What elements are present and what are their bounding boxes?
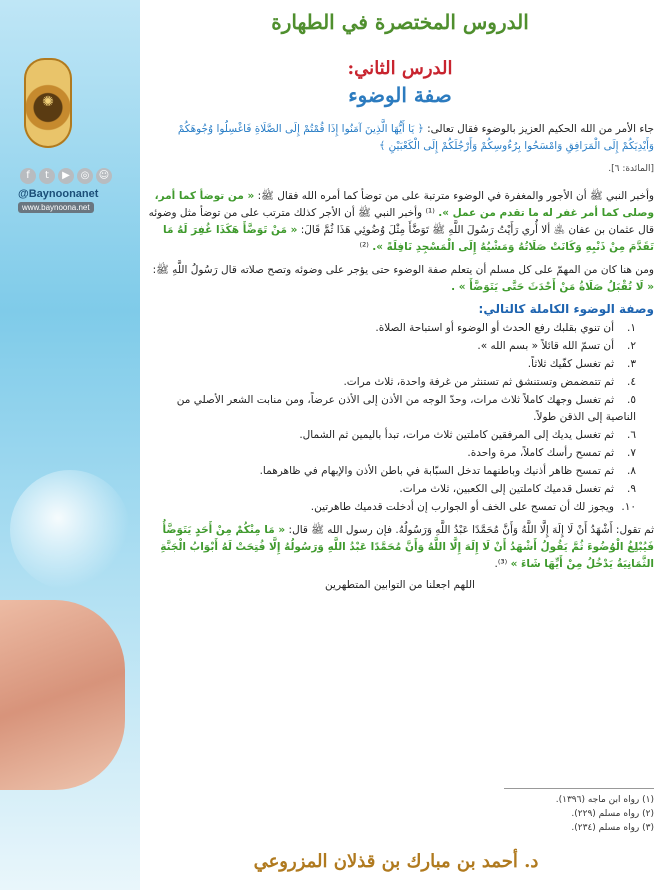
list-item: [146, 320, 636, 337]
dua-line: اللهم اجعلنا من التوابين المتطهرين: [325, 579, 475, 591]
step-number: ٨.: [627, 465, 636, 477]
importance-text: ومن هنا كان من المهمّ على كل مسلم أن يتعلم صفة الوضوء حتى يؤجر على وضوئه وتصح صلاته قال رَسُولُ اللَّهِ ﷺ:: [152, 264, 654, 276]
list-item: [146, 445, 636, 462]
virtue-text-2: ⁽¹⁾ وأخبر النبي ﷺ أن الأجر كذلك مترتب على من توضأ مثل وضوئه قال عثمان بن عفان ﵁ ألا أُري رَأَيْتُ رَسُولَ اللَّهِ ﷺ تَوَضَّأَ مِثْلَ وُضُوئِي هَذَا ثُمَّ قَالَ:: [148, 207, 654, 236]
closing-paragraph: [146, 522, 654, 573]
lesson-content: [146, 6, 654, 886]
footnote: (١) رواه ابن ماجه (١٣٩٦).: [555, 795, 654, 805]
step-number: ١.: [627, 322, 636, 334]
step-text: ثم تتمضمض وتستنشق ثم تستنثر من غرفة واحدة، ثلاث مرات.: [343, 376, 614, 388]
step-number: ٢.: [627, 340, 636, 352]
step-text: ثم تغسل قدميك كاملتين إلى الكعبين، ثلاث مرات.: [399, 483, 614, 495]
closing-tail: ⁽³⁾.: [494, 558, 508, 570]
step-number: ١٠.: [621, 501, 636, 513]
author-signature: د. أحمد بن مبارك بن قذلان المزروعي: [253, 851, 539, 872]
hadith-4: « مَا مِنْكُمْ مِنْ أَحَدٍ يَتَوَضَّأُ فَيُبْلِغُ الْوُضُوءَ ثُمَّ يَقُولُ أَشْهَدُ أَنْ لَا إِلَهَ إِلَّا اللَّهُ وَأَنَّ مُحَمَّدًا عَبْدُ اللَّهِ وَرَسُولُهُ إِلَّا فُتِحَتْ لَهُ أَبْوَابُ الْجَنَّةِ الثَّمَانِيَةُ يَدْخُلُ مِنْ أَيِّهَا شَاءَ »: [160, 524, 654, 570]
step-number: ٦.: [627, 429, 636, 441]
list-item: [146, 392, 636, 426]
sidebar-panel: [0, 0, 140, 890]
hadith-2: « مَنْ تَوَضَّأَ هَكَذَا غُفِرَ لَهُ مَا تَقَدَّمَ مِنْ ذَنْبِهِ وَكَانَتْ صَلَاتُهُ وَمَشْيُهُ إِلَى الْمَسْجِدِ نَافِلَةً ».: [163, 224, 654, 253]
social-icons: [20, 168, 112, 184]
intro-paragraph: [146, 121, 654, 155]
washing-hand-image: [0, 600, 125, 790]
step-number: ٤.: [627, 376, 636, 388]
intro-lead: جاء الأمر من الله الحكيم العزيز بالوضوء فقال تعالى:: [423, 123, 654, 135]
quran-verse: ﴿ يَا أَيُّهَا الَّذِينَ آمَنُوا إِذَا قُمْتُمْ إِلَى الصَّلَاةِ فَاغْسِلُوا وُجُوهَكُمْ وَأَيْدِيَكُمْ إِلَى الْمَرَافِقِ وَامْسَحُوا بِرُءُوسِكُمْ وَأَرْجُلَكُمْ إِلَى الْكَعْبَيْنِ ﴾: [177, 123, 654, 152]
footnote: (٣) رواه مسلم (٢٣٤).: [571, 823, 654, 833]
hadith-1: « من توضأ كما أمر، وصلى كما أمر غفر له ما تقدم من عمل ».: [154, 190, 654, 219]
facebook-icon[interactable]: f: [20, 168, 36, 184]
lesson-title: صفة الوضوء: [348, 83, 452, 107]
lesson-number: الدرس الثاني:: [347, 58, 453, 79]
list-item: [146, 356, 636, 373]
virtue-text-3: ⁽²⁾: [359, 241, 369, 253]
baynoona-logo: [24, 58, 72, 148]
step-text: ثم تغسل يديك إلى المرفقين كاملتين ثلاث مرات، تبدأ باليمين ثم الشمال.: [299, 429, 614, 441]
steps-list: [146, 320, 636, 516]
step-text: أن تنوي بقلبك رفع الحدث أو الوضوء أو استباحة الصلاة.: [375, 322, 614, 334]
footnote: (٢) رواه مسلم (٢٢٩).: [571, 809, 654, 819]
step-number: ٩.: [627, 483, 636, 495]
list-item: [146, 338, 636, 355]
step-text: ثم تغسل وجهك كاملاً ثلاث مرات، وحدّ الوجه من الأذن إلى الأذن عرضاً، ومن منابت الشعر الأصلي من الناصية إلى الذقن طولاً.: [176, 394, 636, 423]
virtue-paragraph: [146, 188, 654, 256]
virtue-text-1: وأخبر النبي ﷺ أن الأجور والمغفرة في الوضوء مترتبة على من توضأ كما أمره الله فقال ﷺ:: [254, 190, 654, 202]
twitter-icon[interactable]: t: [39, 168, 55, 184]
series-title: الدروس المختصرة في الطهارة: [271, 10, 529, 34]
step-text: ثم تمسح رأسك كاملاً، مرة واحدة.: [467, 447, 614, 459]
snapchat-icon[interactable]: ☺: [96, 168, 112, 184]
step-text: أن تسمّ الله قائلاً « بسم الله ».: [477, 340, 614, 352]
list-item: [146, 374, 636, 391]
list-item: [146, 481, 636, 498]
list-item: [146, 427, 636, 444]
steps-heading: وصفة الوضوء الكاملة كالتالي:: [478, 302, 654, 316]
hadith-3: « لَا تُقْبَلُ صَلَاةُ مَنْ أَحْدَثَ حَتَّى يَتَوَضَّأَ » .: [451, 281, 654, 293]
step-number: ٥.: [627, 394, 636, 406]
importance-paragraph: [146, 262, 654, 296]
quran-reference: [المائدة: ٦].: [608, 164, 654, 174]
website-link[interactable]: www.baynoona.net: [18, 202, 94, 213]
step-text: ويجوز لك أن تمسح على الخف أو الجوارب إن أدخلت قدميك طاهرتين.: [310, 501, 614, 513]
step-number: ٧.: [627, 447, 636, 459]
instagram-icon[interactable]: ◎: [77, 168, 93, 184]
social-handle[interactable]: @Baynoonanet: [18, 188, 99, 200]
water-splash-image: [10, 470, 130, 590]
step-number: ٣.: [627, 358, 636, 370]
step-text: ثم تغسل كفّيك ثلاثاً.: [527, 358, 614, 370]
closing-text: ثم تقول: أَشْهَدُ أَنْ لَا إِلَهَ إِلَّا اللَّهُ وَأَنَّ مُحَمَّدًا عَبْدُ اللَّهِ وَرَسُولُهُ. فإن رسول الله ﷺ قال:: [285, 524, 654, 536]
step-text: ثم تمسح ظاهر أذنيك وباطنهما تدخل السبّابة في باطن الأذن والإبهام في ظاهرهما.: [259, 465, 614, 477]
footnotes: [504, 788, 654, 835]
list-item: [146, 463, 636, 480]
youtube-icon[interactable]: ▶: [58, 168, 74, 184]
list-item: [146, 499, 636, 516]
logo-mark-icon: ✺: [42, 94, 54, 110]
